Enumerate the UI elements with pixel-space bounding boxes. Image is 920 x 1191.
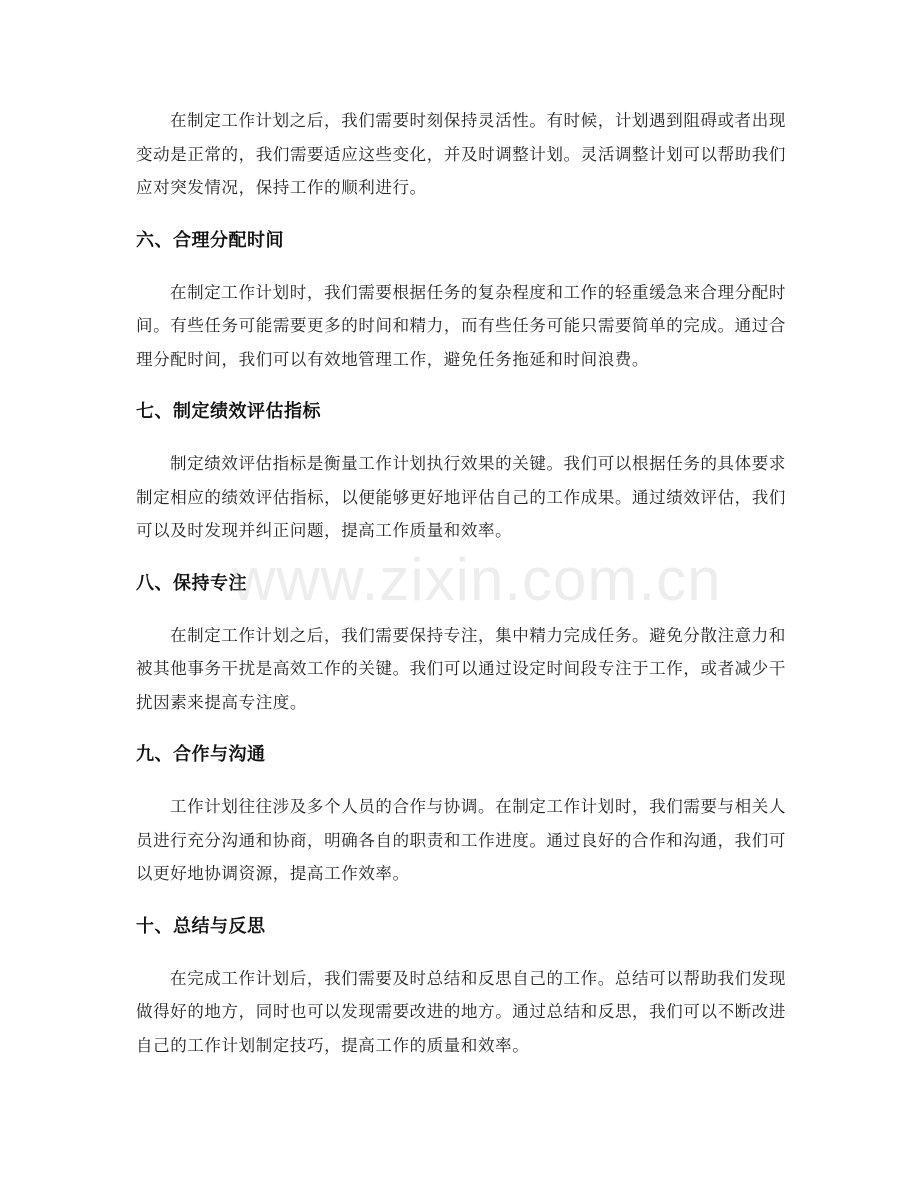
section-paragraph-10: 在完成工作计划后，我们需要及时总结和反思自己的工作。总结可以帮助我们发现做得好的地方，同时也可以发现需要改进的地方。通过总结和反思，我们可以不断改进自己的工作计划制定技巧，提高工作的质量和效率。 bbox=[136, 968, 786, 1055]
document-body bbox=[136, 104, 786, 1062]
section-paragraph-6: 在制定工作计划时，我们需要根据任务的复杂程度和工作的轻重缓急来合理分配时间。有些任务可能需要更多的时间和精力，而有些任务可能只需要简单的完成。通过合理分配时间，我们可以有效地管理工作，避免任务拖延和时间浪费。 bbox=[136, 282, 786, 369]
section-heading-9: 九、合作与沟通 bbox=[136, 744, 266, 765]
section-heading-6: 六、合理分配时间 bbox=[136, 229, 284, 251]
watermark-text: www.zixin.com.cn bbox=[232, 546, 722, 613]
section-paragraph-8: 在制定工作计划之后，我们需要保持专注，集中精力完成任务。避免分散注意力和被其他事务干扰是高效工作的关键。我们可以通过设定时间段专注于工作，或者减少干扰因素来提高专注度。 bbox=[136, 625, 786, 712]
intro-paragraph: 在制定工作计划之后，我们需要时刻保持灵活性。有时候，计划遇到阻碍或者出现变动是正常的，我们需要适应这些变化，并及时调整计划。灵活调整计划可以帮助我们应对突发情况，保持工作的顺利进行。 bbox=[136, 111, 786, 197]
section-heading-10: 十、总结与反思 bbox=[136, 915, 266, 937]
section-heading-8: 八、保持专注 bbox=[136, 572, 247, 594]
section-heading-7: 七、制定绩效评估指标 bbox=[136, 401, 321, 422]
section-paragraph-9: 工作计划往往涉及多个人员的合作与协调。在制定工作计划时，我们需要与相关人员进行充分沟通和协商，明确各自的职责和工作进度。通过良好的合作和沟通，我们可以更好地协调资源，提高工作效率。 bbox=[136, 797, 786, 883]
section-paragraph-7: 制定绩效评估指标是衡量工作计划执行效果的关键。我们可以根据任务的具体要求制定相应的绩效评估指标，以便能够更好地评估自己的工作成果。通过绩效评估，我们可以及时发现并纠正问题，提高工作质量和效率。 bbox=[136, 454, 786, 540]
